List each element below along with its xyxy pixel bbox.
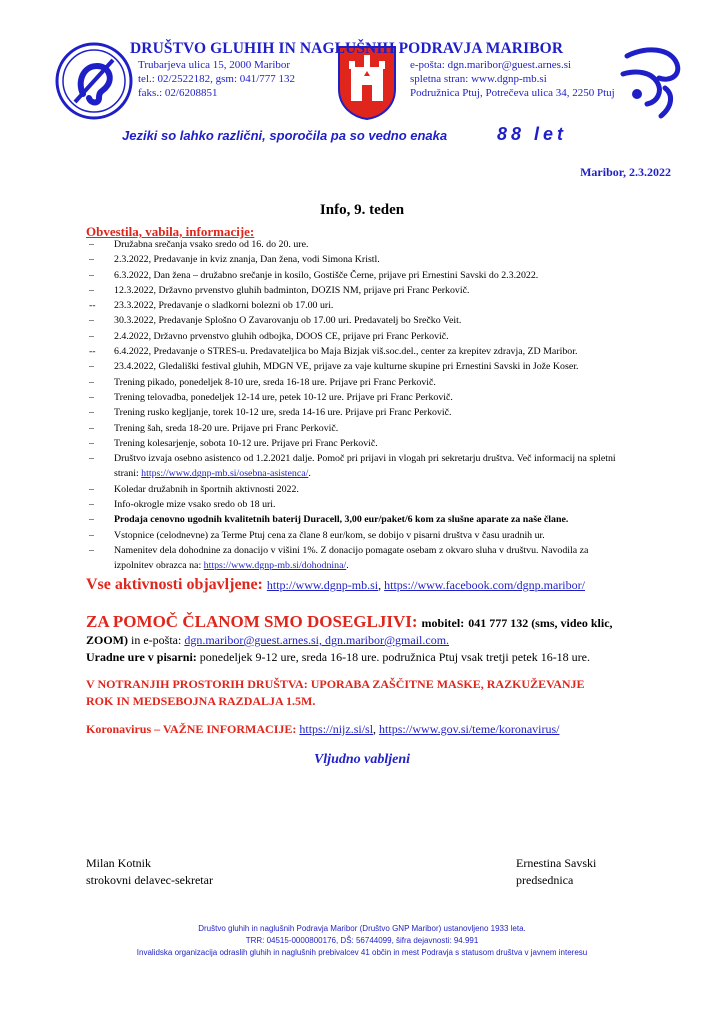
notice-item <box>86 344 616 359</box>
org-phone: tel.: 02/2522182, gsm: 041/777 132 <box>138 73 296 85</box>
bullet-dash: – <box>89 514 94 526</box>
notice-text: Namenitev dela dohodnine za donacijo v višini 1%. Z donacijo pomagate osebam z okvaro sluha v društvu. Navodila za <box>114 544 589 556</box>
activities-line <box>86 576 585 594</box>
notice-item <box>86 558 616 573</box>
notice-text: 12.3.2022, Državno prvenstvo gluhih badminton, DOZIS NM, prijave pri Franc Perkovič. <box>114 284 470 296</box>
footer <box>0 923 724 959</box>
bullet-dash: – <box>89 407 94 419</box>
notice-text: strani: <box>114 468 142 480</box>
notice-list <box>86 237 616 574</box>
website-link[interactable]: http://www.dgnp-mb.si <box>266 578 379 592</box>
notice-text: 30.3.2022, Predavanje Splošno O Zavarovanju ob 17.00 uri. Predavatelj bo Srečko Veit. <box>114 315 462 327</box>
motto: Jeziki so lahko različni, sporočila pa so vedno enaka <box>122 128 448 143</box>
years-badge: 88 let <box>497 124 568 144</box>
bullet-dash: – <box>89 483 94 495</box>
notice-text: Trening kolesarjenje, sobota 10-12 ure. Prijave pri Franc Perkovič. <box>114 437 378 449</box>
document-date: Maribor, 2.3.2022 <box>580 165 671 179</box>
sign-language-logo <box>617 42 685 122</box>
notice-text: 23.4.2022, Gledališki festival gluhih, MDGN VE, prijave za vaje kulturne skupine pri Ernestini Savski in Jože Koser. <box>114 361 579 373</box>
signature-left <box>86 855 213 889</box>
notice-item <box>86 329 616 344</box>
notice-text: Koledar družabnih in športnih aktivnosti 2022. <box>114 483 299 495</box>
notice-item <box>86 359 616 374</box>
notice-item <box>86 421 616 436</box>
notice-item <box>86 237 616 252</box>
footer-line2: TRR: 04515-0000800176, DŠ: 56744099, šifra dejavnosti: 94.991 <box>245 936 479 945</box>
bullet-dash: -- <box>89 346 96 358</box>
org-web: spletna stran: www.dgnp-mb.si <box>410 73 547 85</box>
signer-role: predsednica <box>516 873 574 887</box>
signer-name: Milan Kotnik <box>86 856 151 870</box>
notice-item <box>86 375 616 390</box>
org-name: DRUŠTVO GLUHIH IN NAGLUŠNIH PODRAVJA MARIBOR <box>130 40 564 57</box>
safety-notice-line1: V NOTRANJIH PROSTORIH DRUŠTVA: UPORABA ZAŠČITNE MASKE, RAZKUŽEVANJE <box>86 677 585 691</box>
notice-item <box>86 390 616 405</box>
notice-item <box>86 283 616 298</box>
notice-item <box>86 512 616 527</box>
hand-logo-icon <box>617 42 685 122</box>
notice-item <box>86 482 616 497</box>
mobile-number: 041 777 132 (sms, video klic, <box>468 616 613 630</box>
notice-text: 6.3.2022, Dan žena – družabno srečanje in kosilo, Gostišče Černe, prijave pri Ernestini Savski do 2.3.2022. <box>114 269 539 281</box>
notice-link[interactable]: https://www.dgnp-mb.si/dohodnina/ <box>203 560 347 572</box>
notice-text: Trening telovadba, ponedeljek 12-14 ure, petek 10-12 ure. Prijave pri Franc Perkovič. <box>114 391 453 403</box>
signer-name: Ernestina Savski <box>516 856 597 870</box>
office-hours-label: Uradne ure v pisarni: <box>86 650 197 664</box>
bullet-dash: – <box>89 376 94 388</box>
corona-label: Koronavirus – VAŽNE INFORMACIJE: <box>86 722 297 736</box>
notice-item <box>86 268 616 283</box>
bullet-dash: – <box>89 422 94 434</box>
separator: , <box>378 578 385 592</box>
footer-line1: Društvo gluhih in naglušnih Podravja Maribor (Društvo GNP Maribor) ustanovljeno 1933 leta. <box>198 924 526 933</box>
bullet-dash: – <box>89 315 94 327</box>
signer-role: strokovni delavec-sekretar <box>86 873 213 887</box>
org-address: Trubarjeva ulica 15, 2000 Maribor <box>138 59 291 71</box>
contact-block <box>86 612 686 666</box>
notice-item <box>86 298 616 313</box>
footer-line3: Invalidska organizacija odraslih gluhih in naglušnih prebivalcev 41 občin in mest Podravja s statusom društva v javnem interesu <box>136 948 588 957</box>
org-branch: Podružnica Ptuj, Potrečeva ulica 34, 2250 Ptuj <box>410 87 615 99</box>
notice-text: Trening rusko kegljanje, torek 10-12 ure, sreda 14-16 ure. Prijave pri Franc Perkovič. <box>114 407 452 419</box>
notice-punct: . <box>346 560 349 572</box>
email-text: in e-pošta: <box>128 633 185 647</box>
notice-item <box>86 466 616 481</box>
greeting: Vljudno vabljeni <box>313 752 411 767</box>
bullet-dash: – <box>89 284 94 296</box>
bullet-dash: – <box>89 361 94 373</box>
notice-text: Info-okrogle mize vsako sredo ob 18 uri. <box>114 499 276 511</box>
bullet-dash: – <box>89 544 94 556</box>
mobile-label: mobitel: <box>421 616 465 630</box>
contact-heading: ZA POMOČ ČLANOM SMO DOSEGLJIVI: <box>86 612 418 631</box>
safety-notice <box>86 676 585 710</box>
notice-item <box>86 528 616 543</box>
notice-item <box>86 436 616 451</box>
notice-item <box>86 252 616 267</box>
corona-line <box>86 722 559 737</box>
notice-text: Trening šah, sreda 18-20 ure. Prijave pri Franc Perkovič. <box>114 422 339 434</box>
bullet-dash: – <box>89 529 94 541</box>
notice-text: Družabna srečanja vsako sredo od 16. do 20. ure. <box>114 239 309 250</box>
notice-item <box>86 405 616 420</box>
safety-notice-line2: ROK IN MEDSEBOJNA RAZDALJA 1.5M. <box>86 694 316 708</box>
bullet-dash: – <box>89 330 94 342</box>
notice-text: Prodaja cenovno ugodnih kvalitetnih baterij Duracell, 3,00 eur/paket/6 kom za slušne aparate za naše člane. <box>114 514 569 526</box>
bullet-dash: – <box>89 437 94 449</box>
notice-punct: . <box>308 468 311 480</box>
activities-label: Vse aktivnosti objavljene: <box>86 576 263 593</box>
bullet-dash: – <box>89 239 94 250</box>
org-email: e-pošta: dgn.maribor@guest.arnes.si <box>410 59 572 71</box>
notice-text: 2.4.2022, Državno prvenstvo gluhih odbojka, DOOS CE, prijave pri Franc Perkovič. <box>114 330 449 342</box>
notice-item <box>86 313 616 328</box>
notice-item <box>86 451 616 466</box>
notice-text: 2.3.2022, Predavanje in kviz znanja, Dan žena, vodi Simona Kristl. <box>114 254 380 266</box>
facebook-link[interactable]: https://www.facebook.com/dgnp.maribor/ <box>384 578 585 592</box>
bullet-dash: – <box>89 254 94 266</box>
notice-text: 23.3.2022, Predavanje o sladkorni bolezni ob 17.00 uri. <box>114 300 334 312</box>
ear-logo <box>55 42 133 120</box>
section-heading: Obvestila, vabila, informacije: <box>86 224 255 239</box>
bullet-dash: – <box>89 499 94 511</box>
contact-emails[interactable]: dgn.maribor@guest.arnes.si, dgn.maribor@gmail.com. <box>184 633 450 647</box>
notice-link[interactable]: https://www.dgnp-mb.si/osebna-asistenca/ <box>141 468 309 480</box>
bullet-dash: -- <box>89 300 96 312</box>
bullet-dash: – <box>89 453 94 465</box>
page-title: Info, 9. teden <box>319 202 405 218</box>
notice-item <box>86 497 616 512</box>
notice-text: Društvo izvaja osebno asistenco od 1.2.2021 dalje. Pomoč pri prijavi in vlogah pri sekretarju društva. Več informacij na spletni <box>114 453 616 465</box>
signature-right <box>516 855 596 889</box>
notice-text: 6.4.2022, Predavanje o STRES-u. Predavateljica bo Maja Bizjak viš.soc.del., center za krepitev zdravja, ZD Maribor. <box>114 346 578 358</box>
notice-text: Vstopnice (celodnevne) za Terme Ptuj cena za člane 8 eur/kom, se dobijo v pisarni društva v času uradnih ur. <box>114 529 545 541</box>
office-hours: ponedeljek 9-12 ure, sreda 16-18 ure. podružnica Ptuj vsak tretji petek 16-18 ure. <box>196 650 591 664</box>
bullet-dash: – <box>89 391 94 403</box>
org-fax: faks.: 02/6208851 <box>138 87 218 99</box>
notice-item <box>86 543 616 558</box>
bullet-dash: – <box>89 269 94 281</box>
nijz-link[interactable]: https://nijz.si/sl <box>299 722 374 736</box>
notice-text: izpolnitev obrazca na: <box>114 560 204 572</box>
ear-logo-icon <box>55 42 133 120</box>
zoom-label: ZOOM) <box>86 633 128 647</box>
gov-link[interactable]: https://www.gov.si/teme/koronavirus/ <box>379 722 560 736</box>
notice-text: Trening pikado, ponedeljek 8-10 ure, sreda 16-18 ure. Prijave pri Franc Perkovič. <box>114 376 436 388</box>
separator: , <box>373 722 380 736</box>
